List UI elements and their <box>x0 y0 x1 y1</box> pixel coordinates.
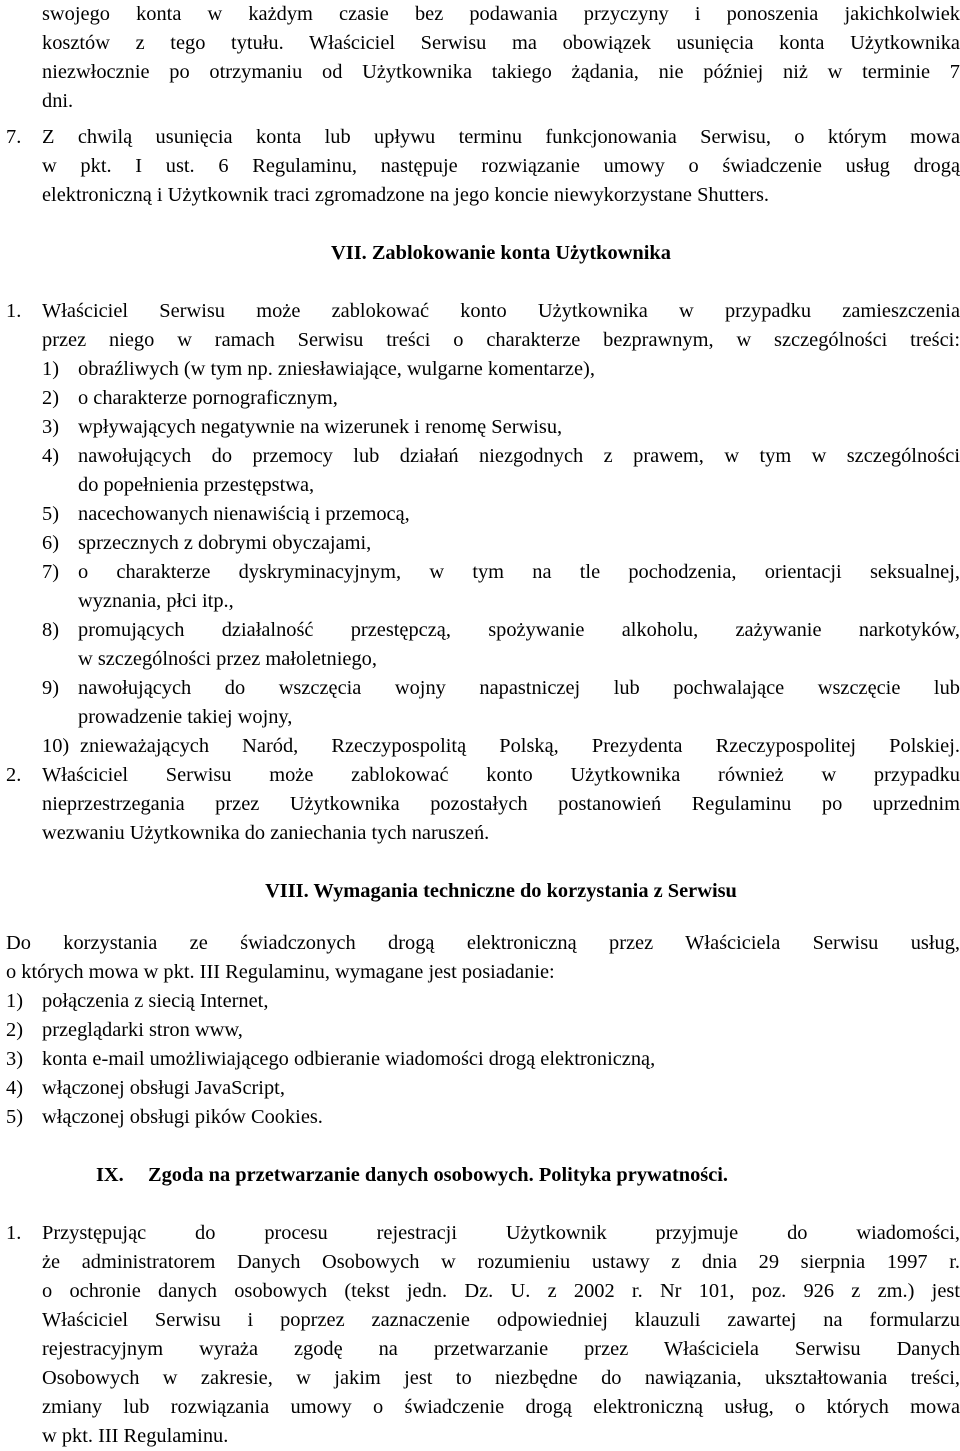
paragraph-line: rejestracyjnym wyraża zgodę na przetwarzanie przez Właściciela Serwisu Danych <box>42 1338 960 1360</box>
section-heading: VIII. Wymagania techniczne do korzystania z Serwisu <box>265 880 737 902</box>
list-item: wpływających negatywnie na wizerunek i renomę Serwisu, <box>78 416 563 438</box>
list-item: obraźliwych (w tym np. zniesławiające, wulgarne komentarze), <box>78 358 595 380</box>
list-number: 2) <box>6 1019 23 1041</box>
list-item-continuation: w szczególności przez małoletniego, <box>78 648 377 670</box>
item-number: 1. <box>6 1222 22 1244</box>
paragraph-line: Przystępując do procesu rejestracji Użytkownik przyjmuje do wiadomości, <box>42 1222 960 1244</box>
paragraph-line: dni. <box>42 90 74 112</box>
list-item-continuation: wyznania, płci itp., <box>78 590 234 612</box>
list-number: 6) <box>42 532 59 554</box>
paragraph-line: Do korzystania ze świadczonych drogą elektroniczną przez Właściciela Serwisu usług, <box>6 932 960 954</box>
list-number: 1) <box>6 990 23 1012</box>
list-number: 1) <box>42 358 59 380</box>
paragraph-line: Właściciel Serwisu może zablokować konto Użytkownika również w przypadku <box>42 764 960 786</box>
paragraph-line: że administratorem Danych Osobowych w rozumieniu ustawy z dnia 29 sierpnia 1997 r. <box>42 1251 960 1273</box>
section-number: IX. <box>96 1164 124 1186</box>
list-item: o charakterze dyskryminacyjnym, w tym na tle pochodzenia, orientacji seksualnej, <box>78 561 960 583</box>
paragraph-line: swojego konta w każdym czasie bez podawania przyczyny i ponoszenia jakichkolwiek <box>42 3 960 25</box>
list-item: włączonej obsługi pików Cookies. <box>42 1106 323 1128</box>
paragraph-line: zmiany lub rozwiązania umowy o świadczenie drogą elektroniczną usług, o których mowa <box>42 1396 960 1418</box>
paragraph-line: Właściciel Serwisu może zablokować konto Użytkownika w przypadku zamieszczenia <box>42 300 960 322</box>
list-item: o charakterze pornograficznym, <box>78 387 338 409</box>
paragraph-line: Właściciel Serwisu i poprzez zaznaczenie odpowiedniej klauzuli zawartej na formularzu <box>42 1309 960 1331</box>
list-number: 9) <box>42 677 59 699</box>
list-number: 5) <box>42 503 59 525</box>
list-number: 3) <box>6 1048 23 1070</box>
list-number: 8) <box>42 619 59 641</box>
list-item-continuation: prowadzenie takiej wojny, <box>78 706 293 728</box>
list-item: przeglądarki stron www, <box>42 1019 243 1041</box>
list-item: nacechowanych nienawiścią i przemocą, <box>78 503 410 525</box>
paragraph-line: kosztów z tego tytułu. Właściciel Serwisu ma obowiązek usunięcia konta Użytkownika <box>42 32 960 54</box>
list-number: 7) <box>42 561 59 583</box>
list-item: sprzecznych z dobrymi obyczajami, <box>78 532 372 554</box>
list-number: 10) <box>42 735 70 757</box>
paragraph-line: o których mowa w pkt. III Regulaminu, wymagane jest posiadanie: <box>6 961 555 983</box>
paragraph-line: przez niego w ramach Serwisu treści o charakterze bezprawnym, w szczególności treści: <box>42 329 960 351</box>
list-item: promujących działalność przestępczą, spożywanie alkoholu, zażywanie narkotyków, <box>78 619 960 641</box>
list-item: nawołujących do wszczęcia wojny napastniczej lub pochwalające wszczęcie lub <box>78 677 960 699</box>
paragraph-line: Z chwilą usunięcia konta lub upływu terminu funkcjonowania Serwisu, o którym mowa <box>42 126 960 148</box>
paragraph-line: nieprzestrzegania przez Użytkownika pozostałych postanowień Regulaminu po uprzednim <box>42 793 960 815</box>
list-number: 5) <box>6 1106 23 1128</box>
list-item: znieważających Naród, Rzeczypospolitą Polską, Prezydenta Rzeczypospolitej Polskiej. <box>80 735 960 757</box>
paragraph-line: w pkt. I ust. 6 Regulaminu, następuje rozwiązanie umowy o świadczenie usług drogą <box>42 155 960 177</box>
list-number: 2) <box>42 387 59 409</box>
list-item: konta e-mail umożliwiającego odbieranie wiadomości drogą elektroniczną, <box>42 1048 656 1070</box>
list-item-continuation: do popełnienia przestępstwa, <box>78 474 315 496</box>
list-item: połączenia z siecią Internet, <box>42 990 269 1012</box>
paragraph-line: w pkt. III Regulaminu. <box>42 1425 229 1447</box>
paragraph-line: wezwaniu Użytkownika do zaniechania tych naruszeń. <box>42 822 490 844</box>
item-number: 2. <box>6 764 22 786</box>
paragraph-line: elektroniczną i Użytkownik traci zgromadzone na jego koncie niewykorzystane Shutters. <box>42 184 770 206</box>
paragraph-line: Osobowych w zakresie, w jakim jest to niezbędne do nawiązania, ukształtowania treści, <box>42 1367 960 1389</box>
section-heading: Zgoda na przetwarzanie danych osobowych. Polityka prywatności. <box>148 1164 729 1186</box>
section-heading: VII. Zablokowanie konta Użytkownika <box>331 242 671 264</box>
list-number: 3) <box>42 416 59 438</box>
item-number: 1. <box>6 300 22 322</box>
list-number: 4) <box>6 1077 23 1099</box>
paragraph-line: o ochronie danych osobowych (tekst jedn. Dz. U. z 2002 r. Nr 101, poz. 926 z zm.) jest <box>42 1280 960 1302</box>
paragraph-line: niezwłocznie po otrzymaniu od Użytkownika takiego żądania, nie później niż w terminie 7 <box>42 61 960 83</box>
item-number: 7. <box>6 126 22 148</box>
list-number: 4) <box>42 445 59 467</box>
list-item: nawołujących do przemocy lub działań niezgodnych z prawem, w tym w szczególności <box>78 445 960 467</box>
list-item: włączonej obsługi JavaScript, <box>42 1077 285 1099</box>
